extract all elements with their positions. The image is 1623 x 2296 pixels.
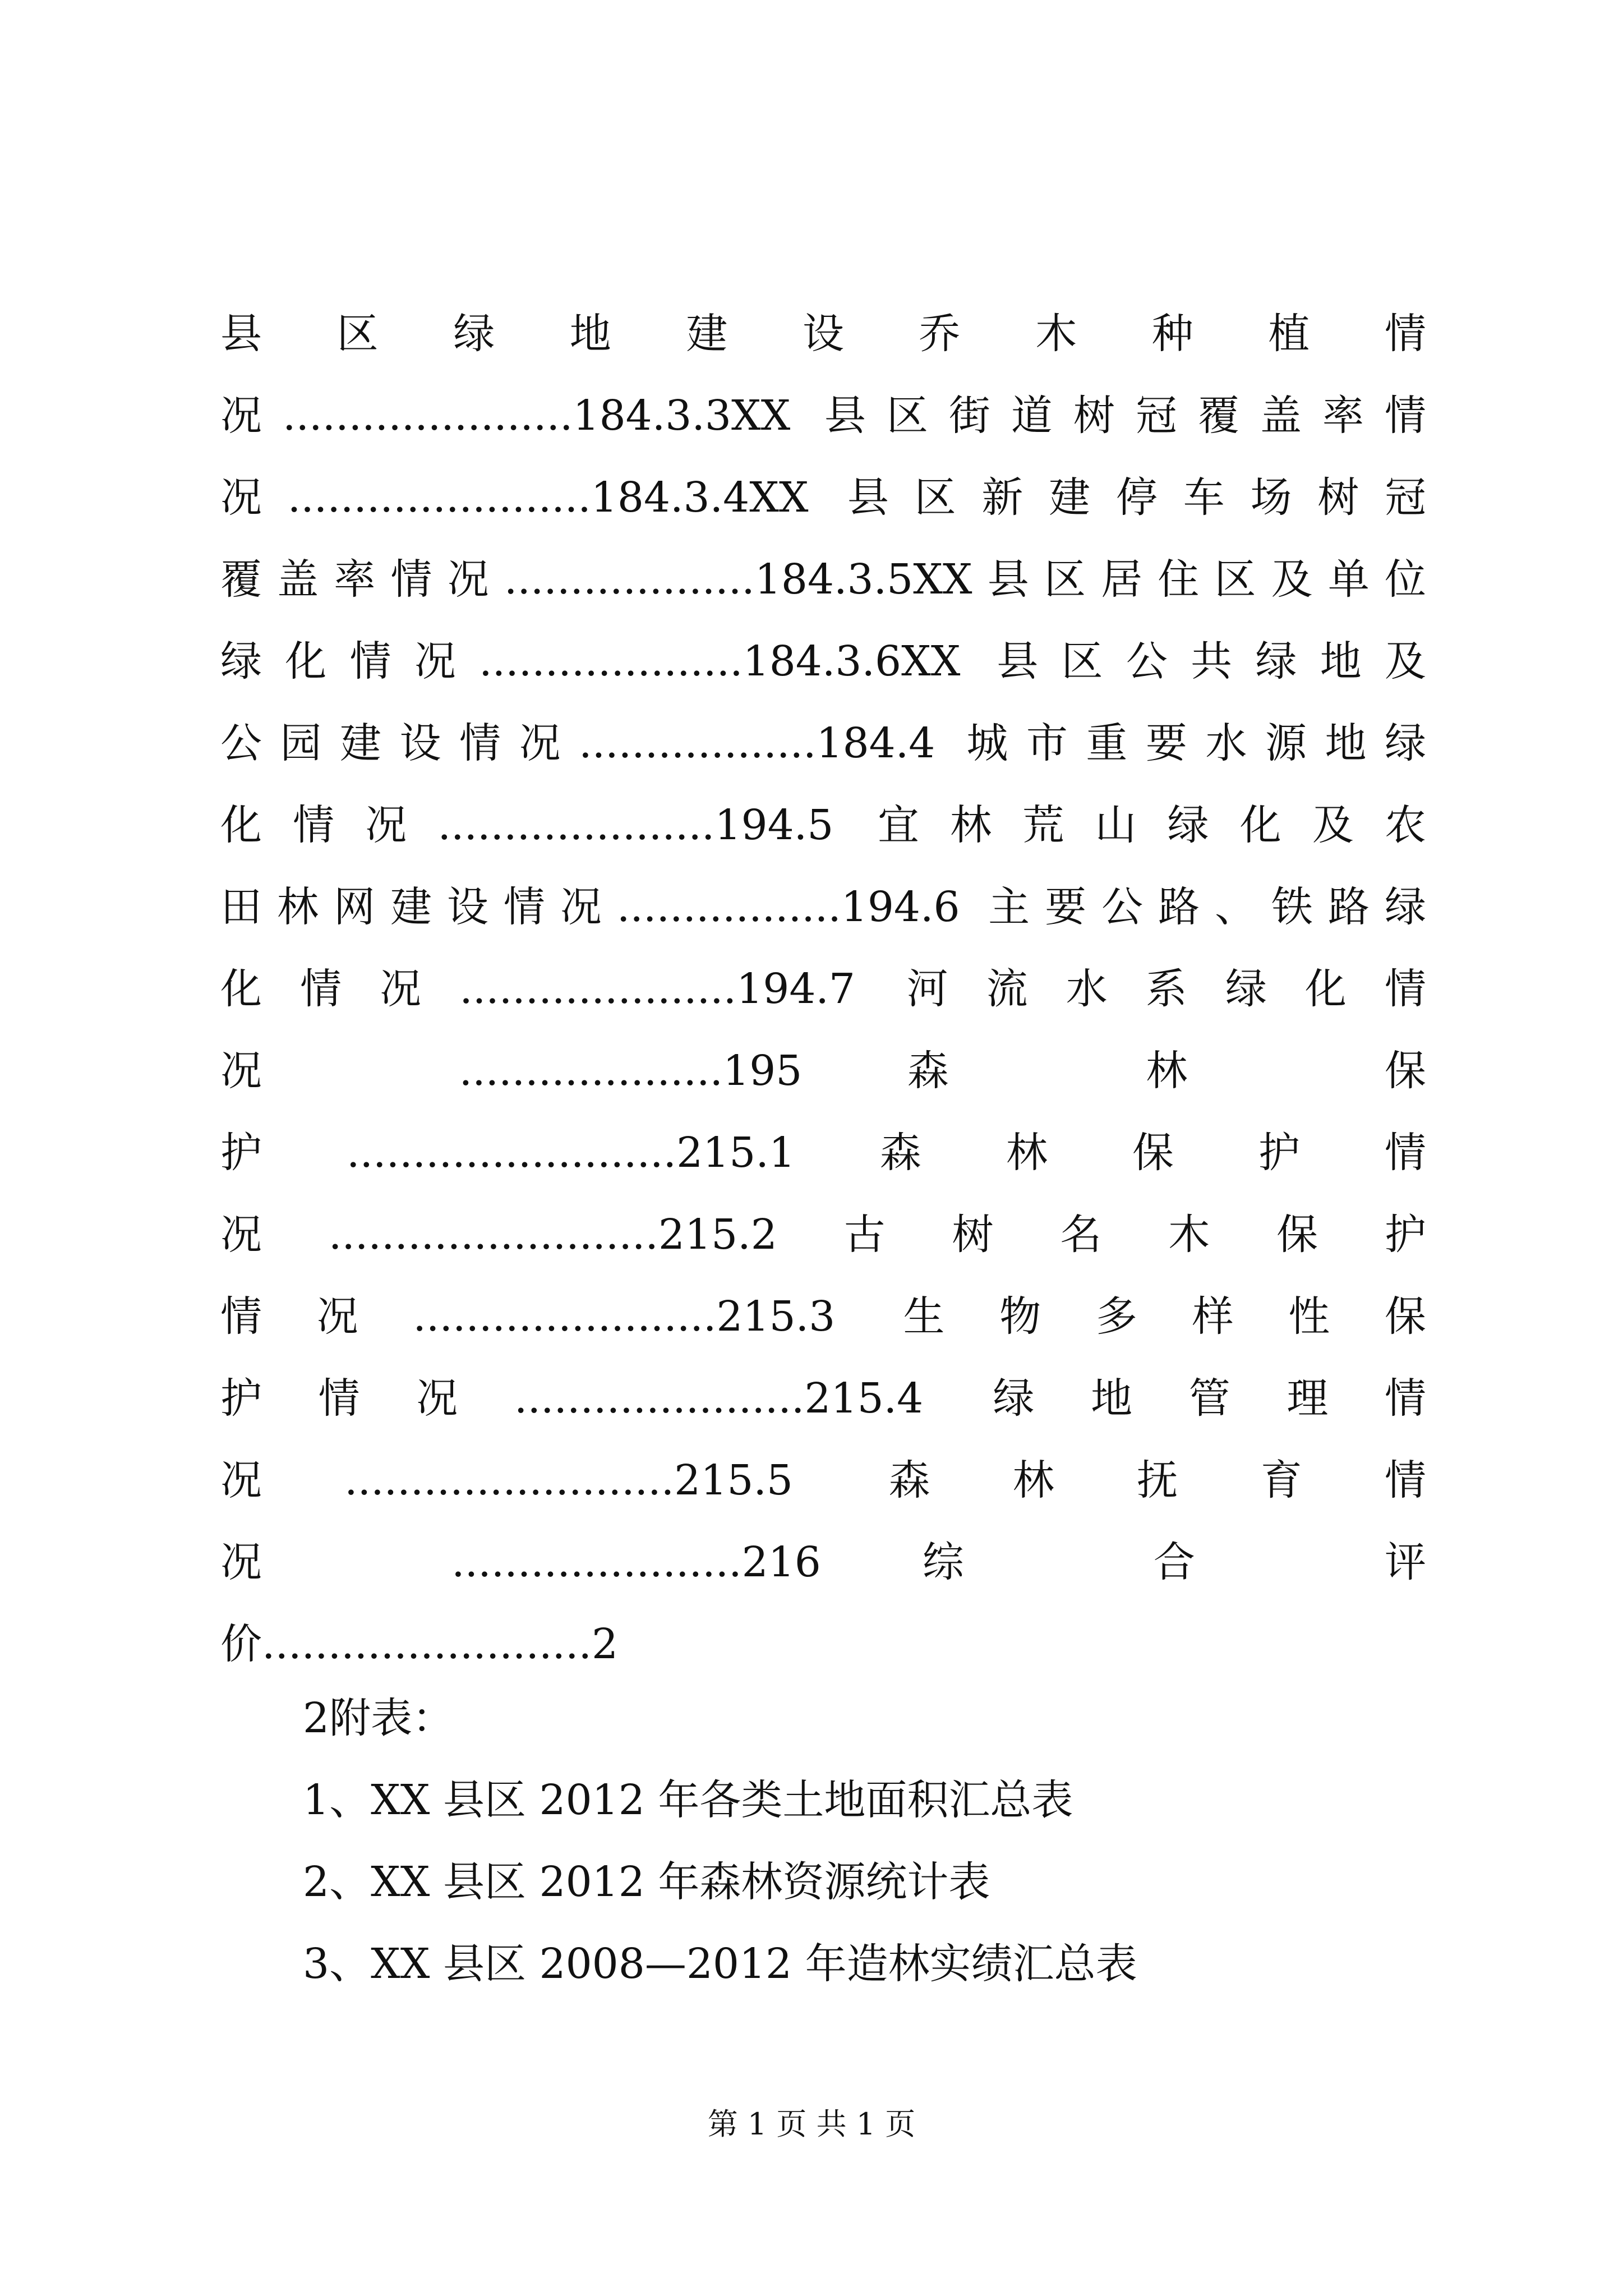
toc-line: 况 ....................195 森 林 保 xyxy=(220,1047,1426,1095)
toc-line: 公园建设情况..................184.4 城市重要水源地绿 xyxy=(220,719,1426,767)
toc-line: 绿化情况....................184.3.6XX 县区公共绿地及 xyxy=(220,637,1426,685)
appendix-item: 2、XX 县区 2012 年森林资源统计表 xyxy=(303,1858,990,1906)
toc-line: 情况.......................215.3 生物多样性保 xyxy=(220,1292,1426,1341)
appendix-section xyxy=(303,1677,1424,2005)
toc-line: 价.........................2 xyxy=(220,1620,619,1668)
appendix-item: 1、XX 县区 2012 年各类土地面积汇总表 xyxy=(303,1776,1073,1824)
toc-line: 况.........................215.2古树名木保护 xyxy=(220,1211,1426,1259)
toc-line: 况......................184.3.3XX 县区街道树冠覆盖率情 xyxy=(220,392,1426,440)
toc-line: 护情况......................215.4 绿地管理情 xyxy=(220,1374,1426,1423)
page-footer: 第 1 页 共 1 页 xyxy=(707,2106,916,2142)
toc-line: 况.........................215.5 森林抚育情 xyxy=(220,1456,1426,1504)
toc-line: 覆盖率情况...................184.3.5XX县区居住区及单位 xyxy=(220,555,1426,604)
appendix-item: 3、XX 县区 2008—2012 年造林实绩汇总表 xyxy=(303,1940,1137,1988)
toc-line: 护.........................215.1森林保护情 xyxy=(220,1129,1426,1177)
toc-line: 县区绿地建设乔木种植情 xyxy=(220,310,1426,358)
appendix-title: 2附表： xyxy=(303,1694,454,1742)
table-of-contents xyxy=(220,293,1426,1685)
toc-line: 化情况.....................194.5 宜林荒山绿化及农 xyxy=(220,801,1426,849)
toc-line: 况.......................184.3.4XX 县区新建停车场树冠 xyxy=(220,473,1426,522)
toc-line: 化情况.....................194.7 河流水系绿化情 xyxy=(220,965,1426,1013)
toc-line: 田林网建设情况.................194.6 主要公路、铁路绿 xyxy=(220,883,1426,931)
toc-line: 况 ......................216 综 合 评 xyxy=(220,1538,1426,1586)
